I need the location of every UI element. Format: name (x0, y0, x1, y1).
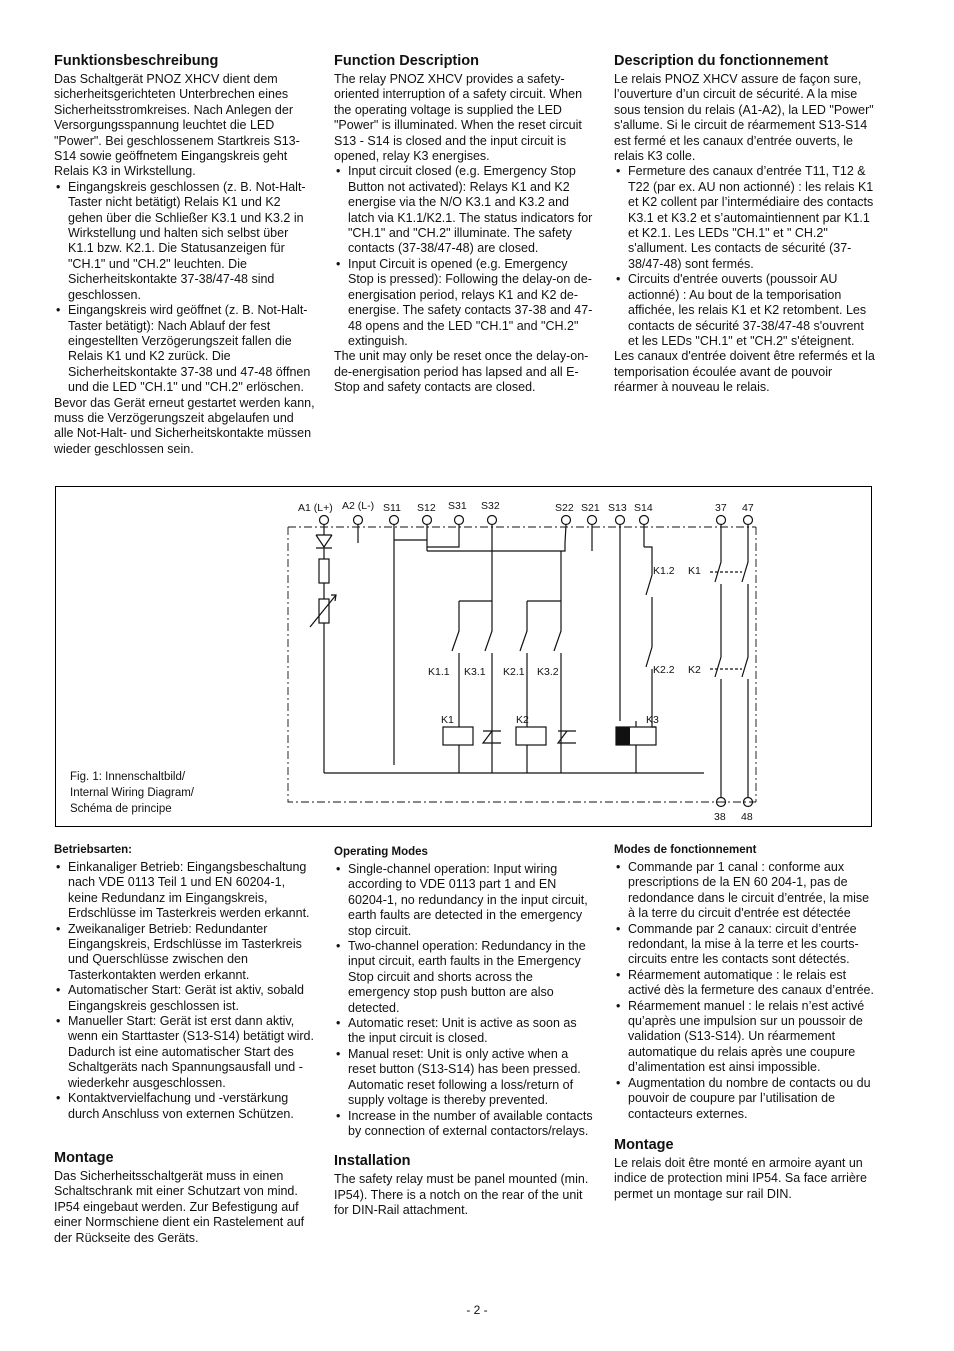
list-item: • Commande par 2 canaux: circuit d’entrée redondant, la mise à la terre et les courts-circuits entre les contacts sont détectés. (614, 922, 876, 968)
contact-label: K2.1 (503, 666, 525, 678)
terminal-label: S32 (481, 500, 500, 512)
list-item: • Automatic reset: Unit is active as soon as the input circuit is closed. (334, 1016, 596, 1047)
relay-label: K1 (441, 714, 454, 726)
list-item: • Kontaktvervielfachung und -verstärkung durch Anschluss von externen Schützen. (54, 1091, 316, 1122)
list-item: • Input circuit closed (e.g. Emergency Stop Button not activated): Relays K1 and K2 energise via the N/O K3.1 and K3.2 and latch via K1.1/K2.1. The status indicators for "CH.1" and "CH.2" illuminate. The safety contacts (37-38/47-48) are closed. (334, 164, 596, 256)
terminal-label: S14 (634, 502, 653, 514)
contact-label: K1.2 (653, 565, 675, 577)
caption-line: Internal Wiring Diagram/ (70, 787, 194, 799)
relay-label: K2 (688, 664, 701, 676)
list-item: • Réarmement automatique : le relais est activé dès la fermeture des canaux d’entrée. (614, 968, 876, 999)
list-item: • Increase in the number of available contacts by connection of external contactors/relays. (334, 1109, 596, 1140)
fr-modes-list (614, 860, 876, 1122)
fr-modes-title: Modes de fonctionnement (614, 844, 757, 856)
relay-coil-k1 (443, 727, 473, 745)
contact-label: K3.1 (464, 666, 486, 678)
de-modes-title: Betriebsarten: (54, 844, 132, 856)
en-function-title: Function Description (334, 53, 479, 69)
terminal-label: S11 (383, 502, 401, 514)
list-item: • Circuits d'entrée ouverts (poussoir AU actionné) : Au bout de la temporisation affichée, les relais K1 et K2 retombent. Les contacts de sécurité 37-38/47-48 s'ouvrent et les LEDs "CH.1" et "CH.2" s'éteignent. (614, 272, 876, 349)
de-install-text: Das Sicherheitsschaltgerät muss in einen Schaltschrank mit einer Schutzart von mind. IP54 eingebaut werden. Zur Befestigung auf einer Normschiene dient ein Rastelement auf der Rückseite des Geräts. (54, 1168, 305, 1245)
terminal-label: S21 (581, 502, 600, 514)
list-item: • Two-channel operation: Redundancy in the input circuit, earth faults in the Emergency Stop circuit and shorts across the emergency stop push button are also detected. (334, 939, 596, 1016)
fr-function-intro: Le relais PNOZ XHCV assure de façon sure, l’ouverture d’un circuit de sécurité. A la mise sous tension du relais (A1-A2), la LED "Power" s'allume. Si le circuit de réarmement S13-S14 est fermé et les canaux d’entrée ouverts, le relais K3 colle. (614, 72, 874, 164)
relay-label: K3 (646, 714, 659, 726)
en-install-title: Installation (334, 1153, 411, 1170)
list-item: • Manual reset: Unit is only active when a reset button (S13-S14) has been pressed. Automatic reset following a loss/return of supply voltage is thereby prevented. (334, 1047, 596, 1109)
de-column (54, 52, 316, 457)
en-column (334, 52, 596, 396)
en-function-outro: The unit may only be reset once the delay-on-de-energisation period has lapsed and all E-Stop and safety contacts are closed. (334, 349, 589, 395)
en-function-intro: The relay PNOZ XHCV provides a safety-oriented interruption of a safety circuit. When the operating voltage is supplied the LED "Power" is illuminated. When the reset circuit S13 - S14 is closed and the input circuit is opened, relay K3 energises. (334, 72, 583, 164)
diagram-caption (70, 769, 194, 817)
contact-label: K3.2 (537, 666, 559, 678)
list-item: • Eingangskreis geschlossen (z. B. Not-Halt-Taster nicht betätigt) Relais K1 und K2 gehen über die Schließer K3.1 und K3.2 in Wirkstellung und halten sich selbst über K1.1 bzw. K2.1. Die Statusanzeigen für "CH.1" und "CH.2" leuchten. Die Sicherheitskontakte 37-38/47-48 sind geschlossen. (54, 180, 316, 303)
terminal-label: A1 (L+) (298, 502, 333, 514)
fr-install-title: Montage (614, 1136, 674, 1153)
fr-function-list (614, 164, 876, 349)
en-lower-column (334, 845, 596, 1219)
terminal-label: S22 (555, 502, 574, 514)
list-item: • Einkanaliger Betrieb: Eingangsbeschaltung nach VDE 0113 Teil 1 und EN 60204-1, keine Redundanz im Eingangskreis, Erdschlüsse im Tasterkreis werden erkannt. (54, 860, 316, 922)
de-lower-column (54, 843, 316, 1246)
de-install-title: Montage (54, 1149, 114, 1166)
terminal-label: 48 (741, 811, 753, 823)
list-item: • Eingangskreis wird geöffnet (z. B. Not-Halt-Taster betätigt): Nach Ablauf der fest eingestellten Verzögerungszeit fallen die Relais K1 und K2 zurück. Die Sicherheitskontakte 37-38 und 47-48 öffnen und die LED "CH.1" und "CH.2" erlöschen. (54, 303, 316, 395)
fr-function-outro: Les canaux d'entrée doivent être refermés et la temporisation écoulée avant de pouvoir réarmer à nouveau le relais. (614, 349, 875, 395)
en-modes-title: Operating Modes (334, 846, 428, 858)
list-item: • Manueller Start: Gerät ist erst dann aktiv, wenn ein Starttaster (S13-S14) betätigt wird. Dadurch ist eine automatischer Start des Schaltgeräts nach Spannungsausfall und -wiederkehr ausgeschlossen. (54, 1014, 316, 1091)
de-function-intro: Das Schaltgerät PNOZ XHCV dient dem sicherheitsgerichteten Unterbrechen eines Sicherheitsstromkreises. Nach Anlegen der Versorgungsspannung leuchtet die LED "Power". Bei geschlossenem Startkreis S13-S14 sowie geöffnetem Eingangskreis geht Relais K3 in Wirkstellung. (54, 72, 300, 179)
list-item: • Fermeture des canaux d’entrée T11, T12 & T22 (par ex. AU non actionné) : les relais K1 et K2 collent par l’intermédiaire des contacts K3.1 et K3.2 et s’automaintiennent par K1.1 et K2.1. Les LEDs "CH.1" et " CH.2" s'allument. Les contacts de sécurité (37-38/47-48) sont fermés. (614, 164, 876, 272)
relay-coil-k2 (516, 727, 546, 745)
fr-function-title: Description du fonctionnement (614, 53, 829, 69)
list-item: • Input Circuit is opened (e.g. Emergency Stop is pressed): Following the delay-on de-energisation period, relays K1 and K2 de-energise. The safety contacts 37-38 and 47-48 opens and the LED "CH.1" and "CH.2" extinguish. (334, 257, 596, 349)
fr-column (614, 52, 876, 396)
terminal-label: S31 (448, 500, 467, 512)
terminal-label: S13 (608, 502, 627, 514)
list-item: • Augmentation du nombre de contacts ou du pouvoir de coupure par l’utilisation de contacteurs externes. (614, 1076, 876, 1122)
relay-coil-k3-fill (616, 727, 630, 745)
list-item: • Réarmement manuel : le relais n’est activé qu’après une impulsion sur un poussoir de validation (S13-S14). Un réarmement automatique du relais après une coupure d’alimentation est ainsi impossible. (614, 999, 876, 1076)
fr-install-text: Le relais doit être monté en armoire ayant un indice de protection mini IP54. Sa face arrière permet un montage sur rail DIN. (614, 1155, 867, 1201)
terminal-label: 38 (714, 811, 726, 823)
fr-lower-column (614, 843, 876, 1202)
terminal-label: A2 (L-) (342, 500, 375, 512)
terminal-label: S12 (417, 502, 436, 514)
contact-label: K2.2 (653, 664, 675, 676)
list-item: • Zweikanaliger Betrieb: Redundanter Eingangskreis, Erdschlüsse im Tasterkreis und Querschlüsse zwischen den Tasterkontakten werden erkannt. (54, 922, 316, 984)
list-item: • Automatischer Start: Gerät ist aktiv, sobald Eingangskreis geschlossen ist. (54, 983, 316, 1014)
page-number: - 2 - (466, 1303, 488, 1317)
terminal-label: 37 (715, 502, 727, 514)
de-function-outro: Bevor das Gerät erneut gestartet werden kann, muss die Verzögerungszeit abgelaufen und alle Not-Halt- und Sicherheitskontakte müssen wieder geschlossen sein. (54, 395, 315, 456)
list-item: • Single-channel operation: Input wiring according to VDE 0113 part 1 and EN 60204-1, no redundancy in the input circuit, earth faults are detected in the emergency stop circuit. (334, 862, 596, 939)
relay-label: K2 (516, 714, 529, 726)
terminal-label: 47 (742, 502, 754, 514)
en-install-text: The safety relay must be panel mounted (min. IP54). There is a notch on the rear of the unit for DIN-Rail attachment. (334, 1172, 589, 1218)
caption-line: Schéma de principe (70, 803, 172, 815)
en-modes-list (334, 862, 596, 1139)
list-item: • Commande par 1 canal : conforme aux prescriptions de la EN 60 204-1, pas de redondance dans le circuit d’entrée, la mise à la terre du circuit d'entrée est détectée (614, 860, 876, 922)
relay-label: K1 (688, 565, 701, 577)
en-function-list (334, 164, 596, 349)
wiring-diagram (55, 486, 872, 827)
de-function-title: Funktionsbeschreibung (54, 53, 219, 69)
caption-line: Fig. 1: Innenschaltbild/ (70, 771, 186, 783)
de-function-list (54, 180, 316, 396)
de-modes-list (54, 860, 316, 1122)
contact-label: K1.1 (428, 666, 450, 678)
terminal-circles (320, 516, 753, 807)
